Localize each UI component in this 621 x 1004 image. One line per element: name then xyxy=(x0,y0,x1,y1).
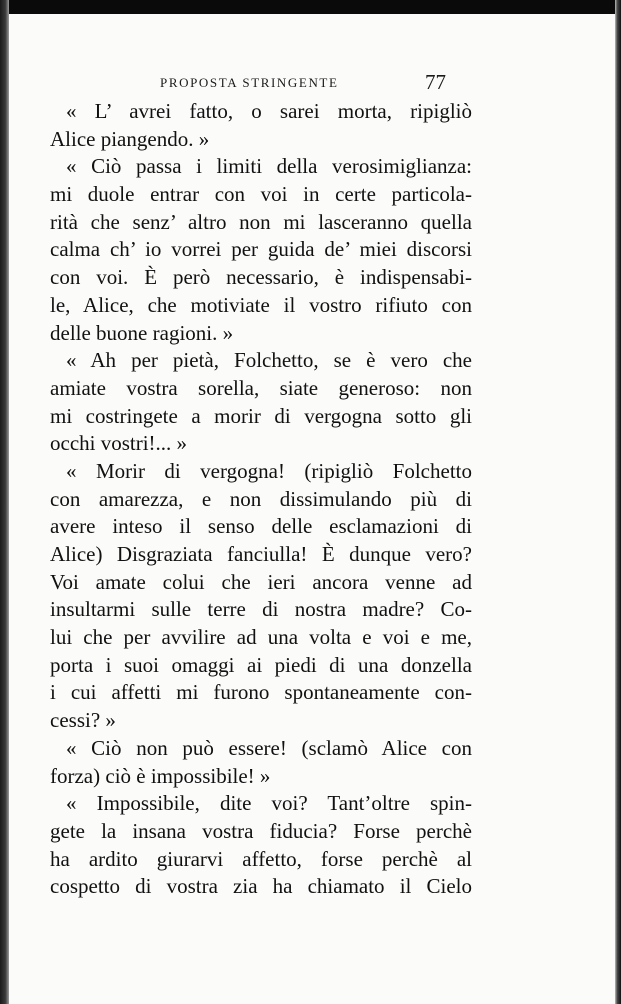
text-line: cospetto di vostra zia ha chiamato il Cielo xyxy=(50,874,472,899)
scan-border-top xyxy=(0,0,621,14)
text-line: rità che senz’ altro non mi lasceranno quella xyxy=(50,209,472,234)
body-text xyxy=(50,98,472,901)
text-line: « Ciò passa i limiti della verosimiglianza: xyxy=(66,154,472,179)
text-line: « Morir di vergogna! (ripigliò Folchetto xyxy=(66,458,472,483)
text-line: « L’ avrei fatto, o sarei morta, ripigliò xyxy=(66,99,472,123)
text-line: « Impossibile, dite voi? Tant’oltre spin- xyxy=(66,791,472,816)
text-line: le, Alice, che motiviate il vostro rifiuto con xyxy=(50,292,472,317)
text-line: mi duole entrar con voi in certe particola- xyxy=(50,182,472,207)
text-line: amiate vostra sorella, siate generoso: non xyxy=(50,375,472,400)
text-line: Alice piangendo. » xyxy=(50,126,210,151)
text-line: calma ch’ io vorrei per guida de’ miei discorsi xyxy=(50,237,472,262)
text-line: cessi? » xyxy=(50,708,116,733)
text-line: delle buone ragioni. » xyxy=(50,320,234,345)
text-line: ha ardito giurarvi affetto, forse perchè al xyxy=(50,846,472,871)
text-line: « Ciò non può essere! (sclamò Alice con xyxy=(66,735,472,760)
text-line: con amarezza, e non dissimulando più di xyxy=(50,486,472,511)
text-line: occhi vostri!... » xyxy=(50,431,188,456)
running-head: PROPOSTA STRINGENTE xyxy=(160,75,339,90)
text-line: i cui affetti mi furono spontaneamente con- xyxy=(50,680,472,705)
text-line: porta i suoi omaggi ai piedi di una donzella xyxy=(50,652,472,677)
scan-border-right xyxy=(615,0,621,1004)
text-line: lui che per avvilire ad una volta e voi e me, xyxy=(50,625,472,650)
page-number: 77 xyxy=(425,70,446,94)
text-line: Voi amate colui che ieri ancora venne ad xyxy=(50,569,472,594)
scan-border-left xyxy=(0,0,9,1004)
text-line: forza) ciò è impossibile! » xyxy=(50,763,271,788)
text-line: insultarmi sulle terre di nostra madre? Co- xyxy=(50,597,472,622)
text-line: Alice) Disgraziata fanciulla! È dunque vero? xyxy=(50,542,472,566)
text-line: « Ah per pietà, Folchetto, se è vero che xyxy=(66,348,472,373)
text-line: gete la insana vostra fiducia? Forse perchè xyxy=(50,818,472,843)
text-line: con voi. È però necessario, è indispensabi- xyxy=(50,265,472,290)
text-line: mi costringete a morir di vergogna sotto gli xyxy=(50,403,472,428)
text-line: avere inteso il senso delle esclamazioni di xyxy=(50,514,472,539)
